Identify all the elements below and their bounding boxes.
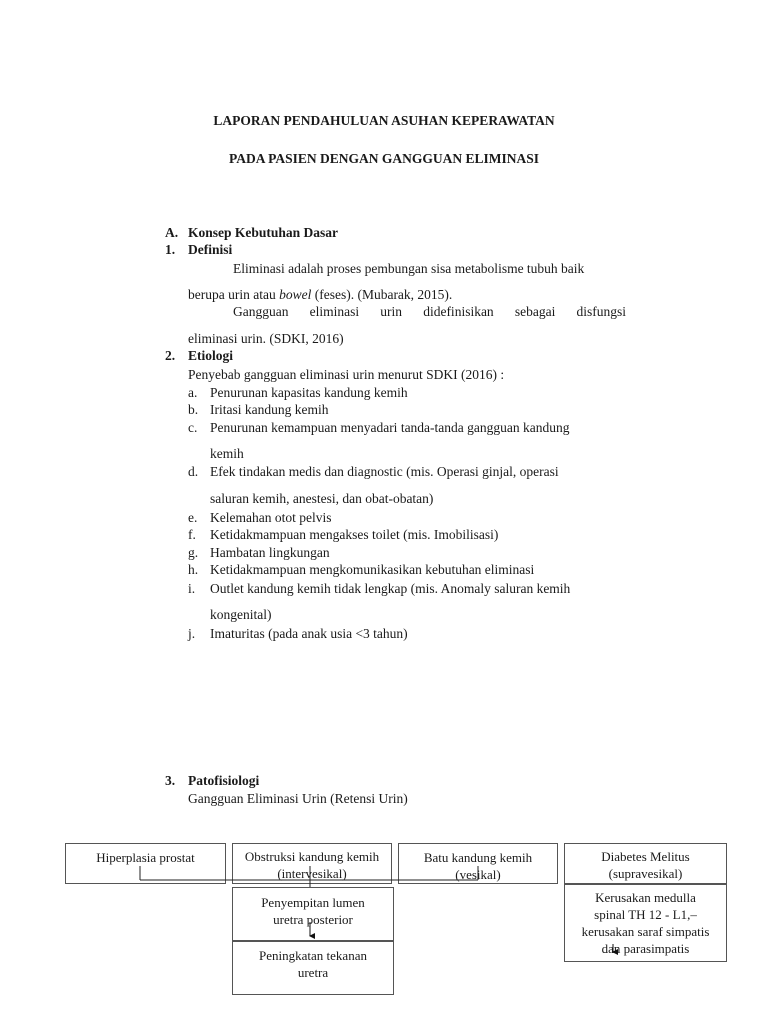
etiologi-marker: 2. xyxy=(165,348,176,363)
box-label: dan parasimpatis xyxy=(601,941,690,956)
patofisiologi-marker: 3. xyxy=(165,773,176,788)
box-label: Diabetes Melitus xyxy=(601,849,690,864)
list-item-marker: d. xyxy=(188,464,199,479)
box-label: Obstruksi kandung kemih xyxy=(244,849,380,864)
definisi-marker: 1. xyxy=(165,242,176,257)
patofisiologi-heading: Patofisiologi xyxy=(188,773,260,788)
definisi-heading: Definisi xyxy=(188,242,233,257)
document-subtitle: PADA PASIEN DENGAN GANGGUAN ELIMINASI xyxy=(228,151,540,166)
definisi-p1-line1: Eliminasi adalah proses pembungan sisa metabolisme tubuh baik xyxy=(233,261,585,276)
list-item: Ketidakmampuan mengkomunikasikan kebutuhan eliminasi xyxy=(210,562,535,577)
box-label: uretra posterior xyxy=(273,912,353,927)
box-label: Penyempitan lumen xyxy=(261,895,365,910)
definisi-p1-text: berupa urin atau xyxy=(188,287,280,302)
etiologi-intro: Penyebab gangguan eliminasi urin menurut SDKI (2016) : xyxy=(188,367,505,382)
box-label: kerusakan saraf simpatis xyxy=(581,924,710,939)
list-item: Iritasi kandung kemih xyxy=(210,402,329,417)
list-item-marker: f. xyxy=(188,527,196,542)
list-item: Efek tindakan medis dan diagnostic (mis. Operasi ginjal, operasi xyxy=(210,464,559,479)
list-item-marker: e. xyxy=(188,510,198,525)
box-label: Kerusakan medulla xyxy=(595,890,696,905)
list-item: Penurunan kemampuan menyadari tanda-tanda gangguan kandung xyxy=(210,420,570,435)
section-a-heading: Konsep Kebutuhan Dasar xyxy=(188,225,339,240)
box-label: Batu kandung kemih xyxy=(423,850,533,865)
box-label: (intervesikal) xyxy=(277,866,347,881)
list-item: Hambatan lingkungan xyxy=(210,545,330,560)
list-item: Penurunan kapasitas kandung kemih xyxy=(210,385,408,400)
list-item-marker: a. xyxy=(188,385,198,400)
list-item: Kelemahan otot pelvis xyxy=(210,510,332,525)
definisi-p1-italic: bowel xyxy=(279,287,312,302)
list-item-marker: i. xyxy=(188,581,196,596)
list-item-continued: kemih xyxy=(210,446,244,461)
section-a-marker: A. xyxy=(165,225,179,240)
list-item: Ketidakmampuan mengakses toilet (mis. Imobilisasi) xyxy=(210,527,499,542)
list-item: Imaturitas (pada anak usia <3 tahun) xyxy=(210,626,408,641)
list-item-continued: kongenital) xyxy=(210,607,272,622)
box-label: uretra xyxy=(297,965,329,980)
list-item-marker: j. xyxy=(188,626,196,641)
box-label: (supravesikal) xyxy=(608,866,683,881)
patofisiologi-subtitle: Gangguan Eliminasi Urin (Retensi Urin) xyxy=(188,791,408,806)
box-label: spinal TH 12 - L1,– xyxy=(594,907,697,922)
etiologi-heading: Etiologi xyxy=(188,348,234,363)
definisi-p1-text-end: (feses). (Mubarak, 2015). xyxy=(311,287,453,302)
list-item: Outlet kandung kemih tidak lengkap (mis. Anomaly saluran kemih xyxy=(210,581,571,596)
definisi-p2-line1: Gangguan eliminasi urin didefinisikan sebagai disfungsi xyxy=(233,304,626,319)
definisi-p2-line2: eliminasi urin. (SDKI, 2016) xyxy=(188,331,344,346)
box-label: Hiperplasia prostat xyxy=(96,850,195,865)
list-item-marker: b. xyxy=(188,402,199,417)
box-label: Peningkatan tekanan xyxy=(259,948,367,963)
document-title: LAPORAN PENDAHULUAN ASUHAN KEPERAWATAN xyxy=(213,113,555,128)
list-item-marker: h. xyxy=(188,562,199,577)
list-item-marker: c. xyxy=(188,420,198,435)
list-item-continued: saluran kemih, anestesi, dan obat-obatan) xyxy=(210,491,434,506)
box-label: (vesikal) xyxy=(455,867,501,882)
list-item-marker: g. xyxy=(188,545,199,560)
